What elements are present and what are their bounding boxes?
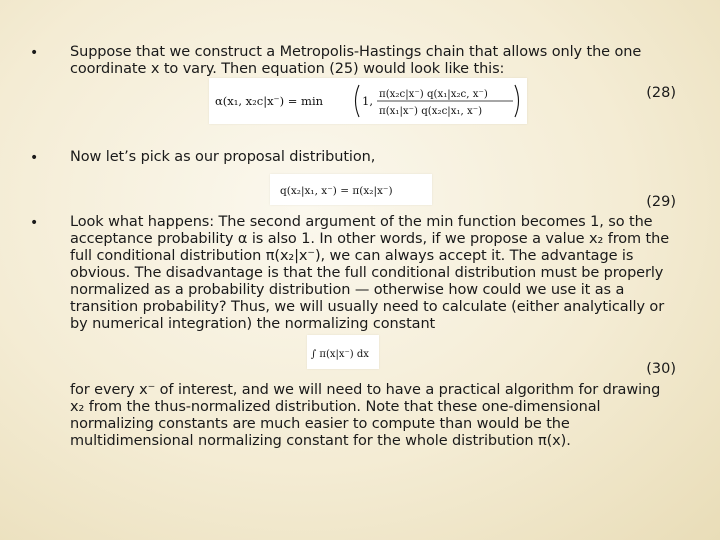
equation-29-image [270, 174, 432, 205]
paragraph-normalizing-constants: for every x⁻ of interest, and we will need to have a practical algorithm for drawing x₂ from the thus-normalized distribution. Note that these one-dimensional normalizing constants are much easier to compute than would be the multidimensional normalizing constant for the whole distribution π(x). [70, 382, 661, 449]
equation-29-number: (29) [646, 194, 676, 210]
equation-28-image [209, 78, 527, 124]
equation-28-number: (28) [646, 85, 676, 101]
equation-28-denominator: π(x₁|x⁻) q(x₂c|x₁, x⁻) [379, 106, 483, 117]
equation-30-number: (30) [646, 361, 676, 377]
bullet-marker: • [30, 215, 39, 231]
bullet-marker: • [30, 150, 39, 166]
equation-30-expression: ∫ π(x|x⁻) dx [311, 349, 369, 360]
equation-29-expression: q(x₂|x₁, x⁻) = π(x₂|x⁻) [280, 185, 393, 197]
paragraph-proposal-distribution: Now let’s pick as our proposal distribution, [70, 149, 376, 165]
equation-30-image [307, 335, 379, 369]
equation-28-lhs: α(x₁, x₂c|x⁻) = min [215, 94, 324, 108]
equation-28-numerator: π(x₂c|x⁻) q(x₁|x₂c, x⁻) [379, 89, 488, 100]
paragraph-metropolis-hastings: Suppose that we construct a Metropolis-Hastings chain that allows only the one coordinate x to vary. Then equation (25) would look like this: [70, 44, 642, 77]
paragraph-look-what-happens: Look what happens: The second argument of the min function becomes 1, so the acceptance probability α is also 1. In other words, if we propose a value x₂ from the full conditional distribution π(x₂|x⁻), we can always accept it. The advantage is obvious. The disadvantage is that the full conditional distribution must be properly normalized as a probability distribution — otherwise how could we use it as a transition probability? Thus, we will usually need to calculate (either analytically or by numerical integration) the normalizing constant [70, 214, 670, 332]
equation-28-one: 1, [362, 94, 373, 108]
bullet-marker: • [30, 45, 39, 61]
